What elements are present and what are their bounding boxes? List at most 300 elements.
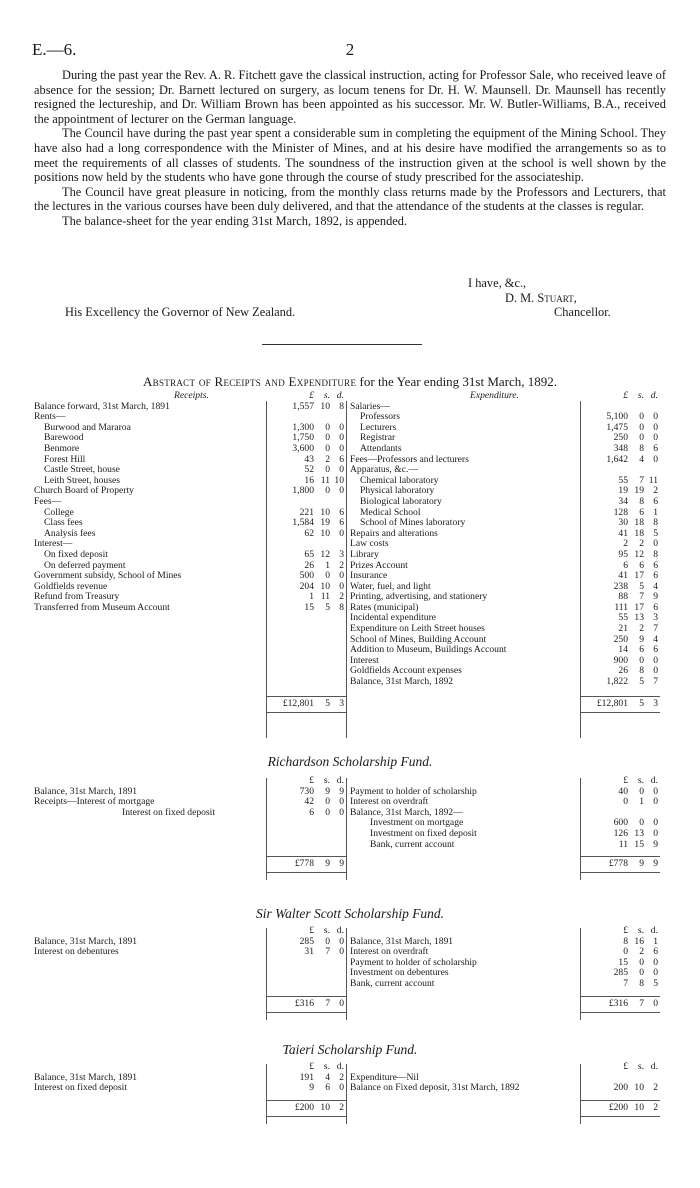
ledger-amount-shillings: 4 (325, 1071, 330, 1083)
ledger-amount-pounds: 0 (623, 946, 628, 958)
currency-heading-pence: d. (650, 775, 658, 786)
column-header (350, 1062, 660, 1073)
ledger-item-label: Repairs and alterations (350, 527, 438, 539)
ledger-amount-pounds: 55 (618, 474, 628, 486)
ledger-amount-pence: 2 (339, 591, 344, 603)
ledger-item-label: Incidental expenditure (350, 612, 437, 624)
ledger-item-label: Expenditure—Nil (350, 1071, 419, 1083)
ledger-item-label: Apparatus, &c.— (350, 464, 418, 476)
ledger-amount-pounds: 238 (613, 580, 628, 592)
ledger-amount-shillings: 6 (639, 644, 644, 656)
ledger-item-label: Balance, 31st March, 1891 (34, 935, 138, 947)
ledger-amount-shillings: 6 (325, 1082, 330, 1094)
ledger-amount-shillings: 7 (639, 474, 644, 486)
ledger-item-label: Rents— (34, 411, 66, 423)
ledger-item-label: Bank, current account (370, 838, 455, 850)
ledger-amount-shillings: 18 (634, 517, 644, 529)
ledger-amount-pounds: 3,600 (292, 442, 314, 454)
total-rule (580, 712, 660, 713)
ledger-row (350, 539, 660, 550)
currency-heading-pounds: £ (623, 925, 628, 936)
ledger-amount-pence: 1 (653, 506, 658, 518)
page-number: 2 (345, 40, 355, 59)
paragraph: The Council have during the past year spent a considerable sum in completing the equipment of the Mining School. They have also had a long correspondence with the Minister of Mines, and at his desire have modified the arrangements so as to meet the requirements of all classes of students. The soundness of the instruction given at the school is well shown by the positions now held by the students who have gone through the course of study prescribed for the associateship. (34, 126, 666, 185)
ledger-amount-shillings: 0 (639, 956, 644, 968)
ledger-amount-pence: 6 (653, 946, 658, 958)
ledger-item-label: Law costs (350, 538, 389, 550)
ledger-amount-shillings: 2 (639, 538, 644, 550)
ledger-amount-shillings: 10 (634, 1082, 644, 1094)
ledger-amount-shillings: 0 (325, 796, 330, 808)
ledger-row (34, 529, 346, 540)
ledger-amount-shillings: 0 (639, 421, 644, 433)
ledger-amount-pounds: 1,822 (606, 676, 628, 688)
ledger-amount-shillings: 17 (634, 570, 644, 582)
ledger-item-label: Fees—Professors and lecturers (350, 453, 469, 465)
addressee: His Excellency the Governor of New Zealand. (65, 305, 296, 319)
total-rule (266, 856, 346, 857)
currency-heading-pounds: £ (623, 390, 628, 401)
ledger-amount-shillings: 0 (639, 654, 644, 666)
ledger-amount-pence: 9 (653, 838, 658, 850)
ledger-amount-shillings: 13 (634, 612, 644, 624)
ledger-amount-shillings: 0 (639, 432, 644, 444)
ledger-item-label: Interest on fixed deposit (122, 806, 215, 818)
ledger-amount-shillings: 0 (639, 785, 644, 797)
ledger-amount-pence: 9 (339, 785, 344, 797)
ledger-amount-pounds: 221 (299, 506, 314, 518)
ledger-item-label: Interest on overdraft (350, 796, 429, 808)
ledger-amount-shillings: 8 (639, 977, 644, 989)
currency-heading-shillings: s. (637, 390, 644, 401)
taieri-expenditure-total-amount-shillings: 10 (634, 1101, 644, 1113)
column-rule (580, 401, 581, 738)
taieri-expenditure-total-amount-pounds: £200 (608, 1101, 628, 1113)
column-header (350, 926, 660, 937)
ledger-amount-pence: 0 (653, 421, 658, 433)
ledger-item-label: Expenditure on Leith Street houses (350, 623, 485, 635)
ledger-amount-pence: 8 (653, 548, 658, 560)
ledger-amount-shillings: 0 (325, 570, 330, 582)
ledger-amount-pounds: 26 (618, 665, 628, 677)
ledger-amount-pence: 0 (653, 796, 658, 808)
richardson-expenditure-total-amount-pounds: £778 (608, 858, 628, 870)
ledger-item-label: Goldfields Account expenses (350, 665, 462, 677)
ledger-amount-pounds: 730 (299, 785, 314, 797)
ledger-amount-pence: 0 (339, 527, 344, 539)
currency-heading-shillings: s. (323, 390, 330, 401)
ledger-amount-pounds: 6 (309, 806, 314, 818)
paragraph: The balance-sheet for the year ending 31st March, 1892, is appended. (62, 213, 408, 228)
ledger-amount-pence: 0 (339, 432, 344, 444)
ledger-amount-shillings: 11 (320, 591, 330, 603)
abstract-title-suffix: for the Year ending 31st March, 1892. (359, 374, 558, 389)
separator-rule (262, 344, 422, 345)
total-rule (266, 1012, 346, 1013)
ledger-amount-pounds: 8 (623, 935, 628, 947)
expenditure-total-amount-pounds: £12,801 (596, 697, 628, 709)
currency-heading-pence: d. (336, 925, 344, 936)
scott-expenditure-total-amount-pence: 0 (653, 997, 658, 1009)
ledger-item-label: Leith Street, houses (44, 474, 120, 486)
ledger-amount-shillings: 10 (320, 580, 330, 592)
ledger-amount-pounds: 1,800 (292, 485, 314, 497)
taieri-receipts-total (34, 1103, 346, 1114)
ledger-amount-pounds: 6 (623, 559, 628, 571)
ledger-row (34, 947, 346, 958)
currency-heading-pounds: £ (309, 775, 314, 786)
receipts-column (34, 390, 346, 709)
scott-expenditure-total-amount-pounds: £316 (608, 997, 628, 1009)
ledger-item-label: Analysis fees (44, 527, 96, 539)
total-rule (266, 1100, 346, 1101)
ledger-row (350, 497, 660, 508)
ledger-item-label: Balance, 31st March, 1891 (350, 935, 454, 947)
column-divider (346, 401, 347, 738)
ledger-amount-pence: 6 (653, 442, 658, 454)
ledger-amount-shillings: 9 (325, 785, 330, 797)
ledger-item-label: Refund from Treasury (34, 591, 120, 603)
ledger-amount-pounds: 126 (613, 827, 628, 839)
ledger-row (34, 550, 346, 561)
ledger-amount-shillings: 5 (325, 601, 330, 613)
ledger-amount-shillings: 7 (639, 591, 644, 603)
ledger-amount-pounds: 348 (613, 442, 628, 454)
ledger-amount-pence: 3 (339, 548, 344, 560)
ledger-amount-pounds: 41 (618, 527, 628, 539)
ledger-row (350, 1083, 660, 1094)
receipts-total-amount-pounds: £12,801 (282, 697, 314, 709)
taieri-expenditure-total (350, 1103, 660, 1114)
ledger-amount-pounds: 204 (299, 580, 314, 592)
richardson-expenditure (350, 775, 660, 870)
ledger-item-label: Registrar (360, 432, 396, 444)
ledger-item-label: Balance, 31st March, 1891 (34, 785, 138, 797)
ledger-item-label: Forest Hill (44, 453, 86, 465)
ledger-item-label: Balance, 31st March, 1892 (350, 676, 454, 688)
expenditure-total-amount-shillings: 5 (639, 697, 644, 709)
ledger-row (350, 840, 660, 851)
ledger-item-label: Interest on overdraft (350, 946, 429, 958)
ledger-amount-pence: 0 (339, 442, 344, 454)
scott-expenditure-total (350, 999, 660, 1010)
ledger-amount-pounds: 191 (299, 1071, 314, 1083)
ledger-amount-pounds: 2 (623, 538, 628, 550)
taieri-receipts-total-amount-pounds: £200 (294, 1101, 314, 1113)
currency-heading-shillings: s. (637, 1061, 644, 1072)
ledger-item-label: Library (350, 548, 379, 560)
receipts-total-amount-pence: 3 (339, 697, 344, 709)
ledger-amount-pence: 6 (653, 559, 658, 571)
scott-receipts-total-amount-shillings: 7 (325, 997, 330, 1009)
column-header (34, 776, 346, 787)
richardson-receipts (34, 775, 346, 870)
ledger-item-label: Lecturers (360, 421, 397, 433)
ledger-item-label: Government subsidy, School of Mines (34, 570, 182, 582)
signatory-name: D. M. Stuart, (505, 291, 577, 305)
column-heading: Expenditure. (470, 390, 519, 401)
currency-heading-pounds: £ (309, 1061, 314, 1072)
abstract-title-prefix: Abstract of Receipts and Expenditure (142, 374, 357, 389)
ledger-amount-pence: 2 (339, 1071, 344, 1083)
ledger-amount-pence: 0 (653, 411, 658, 423)
ledger-item-label: Insurance (350, 570, 388, 582)
ledger-item-label: Physical laboratory (360, 485, 435, 497)
total-rule (580, 1116, 660, 1117)
ledger-item-label: Burwood and Mararoa (44, 421, 131, 433)
ledger-amount-shillings: 10 (320, 400, 330, 412)
currency-heading-pence: d. (650, 925, 658, 936)
ledger-amount-pence: 0 (653, 785, 658, 797)
expenditure-total (350, 699, 660, 710)
ledger-amount-shillings: 12 (320, 548, 330, 560)
ledger-row (350, 677, 660, 688)
ledger-item-label: Biological laboratory (360, 495, 442, 507)
ledger-amount-shillings: 0 (325, 442, 330, 454)
ledger-amount-shillings: 0 (639, 817, 644, 829)
ledger-amount-shillings: 6 (639, 506, 644, 518)
ledger-item-label: Balance forward, 31st March, 1891 (34, 400, 170, 412)
ledger-amount-pounds: 1,475 (606, 421, 628, 433)
ledger-amount-shillings: 2 (639, 623, 644, 635)
currency-heading-shillings: s. (323, 925, 330, 936)
ledger-item-label: Rates (municipal) (350, 601, 419, 613)
ledger-amount-pence: 0 (653, 827, 658, 839)
ledger-amount-pounds: 16 (304, 474, 314, 486)
paragraph: During the past year the Rev. A. R. Fitchett gave the classical instruction, acting for Professor Sale, who received leave of absence for the session; Dr. Barnett lectured on surgery, as locum tenens for Dr. H. W. Maunsell. Dr. Maunsell has recently resigned the lectureship, and Dr. William Brown has been appointed as his successor. Mr. W. Butler-Williams, B.A., received the appointment of lecturer on the German language. (34, 68, 666, 126)
ledger-amount-pounds: 250 (613, 633, 628, 645)
ledger-amount-pounds: 5,100 (606, 411, 628, 423)
scott-expenditure-total-amount-shillings: 7 (639, 997, 644, 1009)
ledger-amount-pence: 2 (339, 559, 344, 571)
ledger-item-label: School of Mines laboratory (360, 517, 466, 529)
ledger-amount-pounds: 1,750 (292, 432, 314, 444)
ledger-amount-pence: 0 (339, 570, 344, 582)
ledger-item-label: Receipts—Interest of mortgage (34, 796, 155, 808)
ledger-amount-pounds: 65 (304, 548, 314, 560)
ledger-amount-pounds: 34 (618, 495, 628, 507)
ledger-item-label: Professors (360, 411, 400, 423)
ledger-amount-pence: 6 (653, 644, 658, 656)
column-divider (346, 778, 347, 880)
column-header (350, 776, 660, 787)
abstract-title (0, 374, 700, 390)
scott-receipts-total-amount-pence: 0 (339, 997, 344, 1009)
ledger-row (34, 497, 346, 508)
currency-heading-shillings: s. (323, 1061, 330, 1072)
currency-heading-pounds: £ (623, 775, 628, 786)
ledger-item-label: Printing, advertising, and stationery (350, 591, 488, 603)
ledger-amount-pence: 0 (339, 796, 344, 808)
currency-heading-pounds: £ (623, 1061, 628, 1072)
richardson-receipts-total-amount-pounds: £778 (294, 858, 314, 870)
ledger-row (34, 402, 346, 413)
ledger-amount-pounds: 1,642 (606, 453, 628, 465)
ledger-amount-pounds: 500 (299, 570, 314, 582)
scott-receipts-total-amount-pounds: £316 (294, 997, 314, 1009)
ledger-amount-pence: 6 (653, 601, 658, 613)
ledger-amount-pence: 11 (648, 474, 658, 486)
ledger-item-label: Balance on Fixed deposit, 31st March, 1892 (350, 1082, 520, 1094)
ledger-amount-pence: 5 (653, 527, 658, 539)
column-divider (346, 928, 347, 1020)
column-header (34, 391, 346, 402)
ledger-amount-pounds: 900 (613, 654, 628, 666)
ledger-amount-pence: 8 (339, 400, 344, 412)
total-rule (266, 696, 346, 697)
ledger-amount-pounds: 95 (618, 548, 628, 560)
ledger-amount-pounds: 15 (304, 601, 314, 613)
taieri-receipts (34, 1061, 346, 1113)
ledger-amount-shillings: 9 (639, 633, 644, 645)
currency-heading-shillings: s. (637, 925, 644, 936)
page-header (32, 40, 668, 60)
ledger-amount-pence: 6 (339, 506, 344, 518)
total-rule (580, 856, 660, 857)
ledger-item-label: Addition to Museum, Buildings Account (350, 644, 507, 656)
ledger-amount-pounds: 43 (304, 453, 314, 465)
ledger-amount-shillings: 0 (325, 421, 330, 433)
total-rule (580, 872, 660, 873)
ledger-item-label: Prizes Account (350, 559, 408, 571)
ledger-amount-pence: 0 (653, 956, 658, 968)
ledger-amount-pounds: 21 (618, 623, 628, 635)
ledger-amount-shillings: 4 (639, 453, 644, 465)
ledger-row (34, 603, 346, 614)
ledger-row (350, 444, 660, 455)
ledger-amount-pounds: 285 (613, 967, 628, 979)
ledger-amount-pence: 1 (653, 935, 658, 947)
ledger-amount-pounds: 42 (304, 796, 314, 808)
ledger-amount-pounds: 40 (618, 785, 628, 797)
ledger-amount-pence: 0 (653, 817, 658, 829)
ledger-amount-pence: 0 (339, 464, 344, 476)
ledger-amount-shillings: 6 (639, 559, 644, 571)
ledger-amount-pounds: 1,557 (292, 400, 314, 412)
ledger-row (350, 550, 660, 561)
ledger-item-label: Balance, 31st March, 1891 (34, 1071, 138, 1083)
ledger-amount-shillings: 1 (639, 796, 644, 808)
receipts-total-amount-shillings: 5 (325, 697, 330, 709)
ledger-item-label: Goldfields revenue (34, 580, 108, 592)
taieri-expenditure (350, 1061, 660, 1113)
richardson-fund-title: Richardson Scholarship Fund. (267, 754, 433, 769)
ledger-row (34, 486, 346, 497)
ledger-item-label: College (44, 506, 74, 518)
currency-heading-pence: d. (650, 390, 658, 401)
ledger-amount-pounds: 111 (614, 601, 628, 613)
expenditure-column (350, 390, 660, 709)
ledger-amount-shillings: 15 (634, 838, 644, 850)
ledger-amount-shillings: 0 (325, 935, 330, 947)
ledger-item-label: Balance, 31st March, 1892— (350, 806, 463, 818)
column-header (350, 391, 660, 402)
ledger-item-label: Barewood (44, 432, 84, 444)
ledger-item-label: Medical School (360, 506, 421, 518)
signatory-title: Chancellor. (554, 305, 611, 319)
ledger-amount-pounds: 7 (623, 977, 628, 989)
ledger-amount-pence: 7 (653, 676, 658, 688)
ledger-row (350, 561, 660, 572)
ledger-amount-pence: 2 (653, 1082, 658, 1094)
total-rule (580, 1100, 660, 1101)
ledger-amount-shillings: 0 (639, 411, 644, 423)
ledger-amount-pence: 0 (339, 421, 344, 433)
ledger-amount-pence: 4 (653, 580, 658, 592)
report-text (34, 68, 666, 229)
ledger-amount-shillings: 12 (634, 548, 644, 560)
column-divider (346, 1064, 347, 1124)
ledger-amount-pence: 10 (334, 474, 344, 486)
ledger-amount-shillings: 0 (325, 806, 330, 818)
document-reference: E.—6. (32, 40, 77, 59)
ledger-amount-pounds: 600 (613, 817, 628, 829)
receipts-total (34, 699, 346, 710)
taieri-expenditure-total-amount-pence: 2 (653, 1101, 658, 1113)
column-heading: Receipts. (174, 390, 209, 401)
ledger-amount-pounds: 200 (613, 1082, 628, 1094)
richardson-receipts-total-amount-pence: 9 (339, 858, 344, 870)
ledger-amount-shillings: 0 (325, 485, 330, 497)
column-header (34, 1062, 346, 1073)
richardson-expenditure-total-amount-pence: 9 (653, 858, 658, 870)
richardson-receipts-total-amount-shillings: 9 (325, 858, 330, 870)
currency-heading-pence: d. (336, 775, 344, 786)
ledger-item-label: On fixed deposit (44, 548, 108, 560)
ledger-amount-pence: 0 (653, 453, 658, 465)
ledger-amount-shillings: 13 (634, 827, 644, 839)
total-rule (266, 996, 346, 997)
ledger-item-label: Water, fuel, and light (350, 580, 431, 592)
ledger-amount-pence: 0 (339, 1082, 344, 1094)
ledger-item-label: Investment on fixed deposit (370, 827, 477, 839)
ledger-item-label: Fees— (34, 495, 62, 507)
ledger-amount-shillings: 10 (320, 527, 330, 539)
ledger-item-label: On deferred payment (44, 559, 126, 571)
currency-heading-pence: d. (650, 1061, 658, 1072)
currency-heading-shillings: s. (637, 775, 644, 786)
ledger-amount-pence: 0 (653, 538, 658, 550)
currency-heading-pounds: £ (309, 390, 314, 401)
ledger-amount-shillings: 17 (634, 601, 644, 613)
ledger-row (34, 444, 346, 455)
ledger-amount-pounds: 14 (618, 644, 628, 656)
ledger-amount-pence: 0 (339, 935, 344, 947)
ledger-amount-shillings: 19 (320, 517, 330, 529)
ledger-amount-pence: 0 (339, 946, 344, 958)
total-rule (580, 996, 660, 997)
column-header (34, 926, 346, 937)
ledger-amount-pounds: 30 (618, 517, 628, 529)
ledger-amount-shillings: 8 (639, 442, 644, 454)
currency-heading-pence: d. (336, 1061, 344, 1072)
ledger-amount-pence: 0 (653, 432, 658, 444)
ledger-amount-pounds: 285 (299, 935, 314, 947)
currency-heading-pounds: £ (309, 925, 314, 936)
ledger-amount-shillings: 8 (639, 665, 644, 677)
paragraph: The Council have great pleasure in noticing, from the monthly class returns made by the Professors and Lecturers, that the lectures in the various courses have been duly delivered, and that the attendance of the students at the classes is regular. (34, 184, 666, 214)
ledger-amount-pounds: 15 (618, 956, 628, 968)
ledger-amount-shillings: 5 (639, 580, 644, 592)
ledger-row (34, 1083, 346, 1094)
ledger-amount-pence: 7 (653, 623, 658, 635)
ledger-item-label: Interest— (34, 538, 73, 550)
ledger-amount-shillings: 19 (634, 485, 644, 497)
ledger-amount-pence: 9 (653, 591, 658, 603)
ledger-amount-pounds: 1,584 (292, 517, 314, 529)
ledger-item-label: Chemical laboratory (360, 474, 439, 486)
ledger-amount-shillings: 1 (325, 559, 330, 571)
